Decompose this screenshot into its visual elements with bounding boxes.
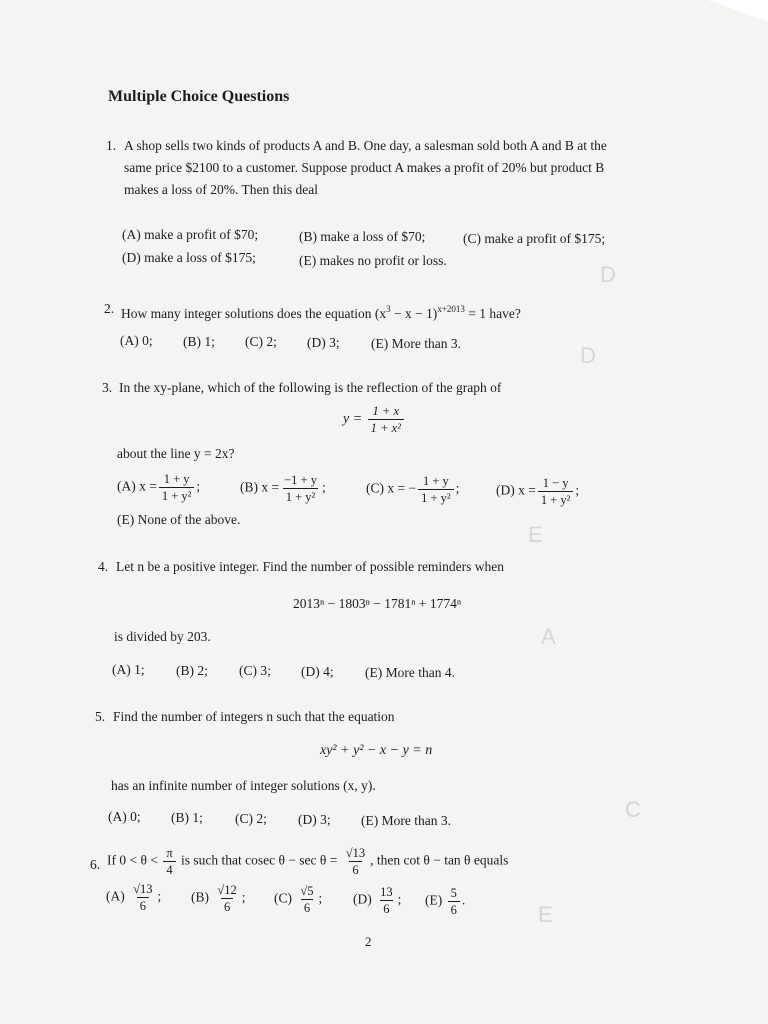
pencil-mark-3: E	[528, 522, 543, 547]
q4-line-2: is divided by 203.	[114, 629, 211, 644]
q5-number: 5.	[95, 709, 106, 724]
q6-option-d-num: 13	[380, 885, 393, 899]
q2-exponent: x+2013	[437, 304, 465, 314]
q6-option-d-label: (D)	[353, 891, 372, 907]
q6-option-b-label: (B)	[191, 889, 209, 905]
q5-option-e: (E) More than 3.	[361, 813, 451, 828]
q3-option-b-den: 1 + y²	[283, 488, 319, 504]
q3-option-a-end: ;	[196, 478, 201, 494]
q3-option-d	[496, 476, 579, 507]
q3-eq-numerator: 1 + x	[372, 404, 400, 418]
q4-option-c: (C) 3;	[239, 663, 271, 678]
q6-option-c-num: √5	[300, 884, 314, 898]
q6-rhs-num: √13	[345, 846, 366, 860]
q6-option-b	[191, 883, 246, 914]
q5-option-c: (C) 2;	[235, 811, 267, 826]
q6-option-c-label: (C)	[274, 890, 292, 906]
q2-option-c: (C) 2;	[245, 334, 277, 349]
q5-line-1: Find the number of integers n such that the equation	[113, 709, 395, 724]
q6-text-pre: If 0 < θ <	[107, 852, 158, 868]
q3-option-b-end: ;	[321, 479, 326, 495]
q3-option-d-den: 1 + y²	[538, 491, 574, 507]
pencil-mark-1: D	[600, 262, 616, 287]
q1-line-2: same price $2100 to a customer. Suppose product A makes a profit of 20% but product B	[124, 160, 605, 175]
q3-option-c	[366, 474, 459, 505]
q6-option-c-end: ;	[318, 890, 323, 906]
page-corner-fold	[708, 0, 768, 22]
q5-equation: xy² + y² − x − y = n	[320, 743, 433, 758]
q6-option-a-num: √13	[133, 882, 153, 896]
q6-option-e	[425, 886, 465, 917]
q1-option-c: (C) make a profit of $175;	[463, 231, 606, 246]
q6-rhs-den: 6	[349, 861, 361, 877]
q1-option-a: (A) make a profit of $70;	[122, 227, 259, 242]
q1-number: 1.	[106, 138, 117, 153]
q6-option-a-end: ;	[157, 888, 162, 904]
q3-line-2: about the line y = 2x?	[117, 446, 235, 461]
pencil-mark-4: A	[541, 624, 556, 649]
q2-option-e: (E) More than 3.	[371, 336, 461, 351]
q3-option-a-den: 1 + y²	[159, 487, 195, 503]
q6-option-b-den: 6	[221, 898, 233, 914]
q6-option-e-num: 5	[450, 886, 457, 900]
page-number: 2	[365, 934, 372, 949]
q2-cube-exponent: 3	[386, 304, 391, 314]
q3-option-a-num: 1 + y	[163, 472, 190, 486]
q3-option-c-label: (C) x = −	[366, 480, 417, 496]
q3-equation	[343, 404, 406, 435]
q2-option-d: (D) 3;	[307, 335, 340, 350]
q6-option-d-den: 6	[380, 900, 392, 916]
q2-option-b: (B) 1;	[183, 334, 215, 349]
q6-option-a-den: 6	[137, 897, 149, 913]
q6-number: 6.	[90, 857, 101, 872]
q6-text-post: , then cot θ − tan θ equals	[370, 852, 509, 868]
q3-option-e: (E) None of the above.	[117, 512, 241, 527]
q3-option-d-label: (D) x =	[496, 482, 536, 498]
q6-option-e-end: .	[461, 892, 466, 908]
q6-question	[107, 846, 508, 877]
q6-pi-num: π	[166, 846, 173, 860]
q1-option-e: (E) makes no profit or loss.	[299, 253, 447, 268]
q4-option-a: (A) 1;	[112, 662, 145, 677]
q6-option-c-den: 6	[301, 899, 313, 915]
q2-option-a: (A) 0;	[120, 333, 153, 348]
q3-option-b-num: −1 + y	[284, 473, 317, 487]
q6-pi-den: 4	[163, 861, 175, 877]
pencil-mark-2: D	[580, 343, 596, 368]
q5-option-b: (B) 1;	[171, 810, 203, 825]
q3-option-c-den: 1 + y²	[418, 489, 454, 505]
q4-expression: 2013ⁿ − 1803ⁿ − 1781ⁿ + 1774ⁿ	[293, 596, 462, 611]
q3-option-a	[117, 472, 200, 503]
q3-option-b-label: (B) x =	[240, 479, 280, 495]
q3-option-d-num: 1 − y	[542, 476, 569, 490]
q5-option-a: (A) 0;	[108, 809, 141, 824]
q2-number: 2.	[104, 301, 115, 316]
q4-option-d: (D) 4;	[301, 664, 334, 679]
q6-option-d-end: ;	[397, 891, 402, 907]
q4-option-e: (E) More than 4.	[365, 665, 455, 680]
q1-option-d: (D) make a loss of $175;	[122, 250, 256, 265]
q5-line-2: has an infinite number of integer solutions (x, y).	[111, 778, 376, 793]
q2-text-post: = 1 have?	[464, 306, 521, 321]
q1-line-1: A shop sells two kinds of products A and B. One day, a salesman sold both A and B at the	[124, 138, 607, 153]
q3-option-b	[240, 473, 326, 504]
q3-option-d-end: ;	[575, 482, 580, 498]
q6-option-b-end: ;	[241, 889, 246, 905]
pencil-mark-5: C	[625, 797, 641, 822]
q3-eq-denominator: 1 + x²	[368, 419, 404, 435]
q6-option-b-num: √12	[217, 883, 237, 897]
q6-option-d	[353, 885, 401, 916]
q6-option-c	[274, 884, 322, 915]
q2-text-mid: − x − 1)	[390, 306, 438, 321]
q4-line-1: Let n be a positive integer. Find the number of possible reminders when	[116, 559, 505, 574]
pencil-mark-6: E	[538, 902, 553, 927]
q6-option-e-den: 6	[448, 901, 460, 917]
q2-question	[121, 299, 521, 324]
section-heading: Multiple Choice Questions	[108, 88, 290, 105]
q6-text-mid: is such that cosec θ − sec θ =	[181, 852, 338, 868]
q5-option-d: (D) 3;	[298, 812, 331, 827]
q3-option-c-num: 1 + y	[422, 474, 449, 488]
q4-number: 4.	[98, 559, 109, 574]
q2-text-pre: How many integer solutions does the equation (x	[121, 306, 387, 321]
q3-option-c-end: ;	[455, 480, 460, 496]
q3-option-a-label: (A) x =	[117, 478, 157, 494]
q6-option-a-label: (A)	[106, 888, 125, 904]
q4-option-b: (B) 2;	[176, 663, 208, 678]
q6-option-e-label: (E)	[425, 892, 443, 908]
q6-option-a	[106, 882, 161, 913]
q1-line-3: makes a loss of 20%. Then this deal	[124, 182, 318, 197]
q3-eq-lhs: y =	[343, 411, 363, 427]
q1-option-b: (B) make a loss of $70;	[299, 229, 426, 244]
q3-line-1: In the xy-plane, which of the following is the reflection of the graph of	[119, 380, 502, 395]
q3-number: 3.	[102, 380, 113, 395]
q3-eq-fraction	[368, 404, 404, 435]
